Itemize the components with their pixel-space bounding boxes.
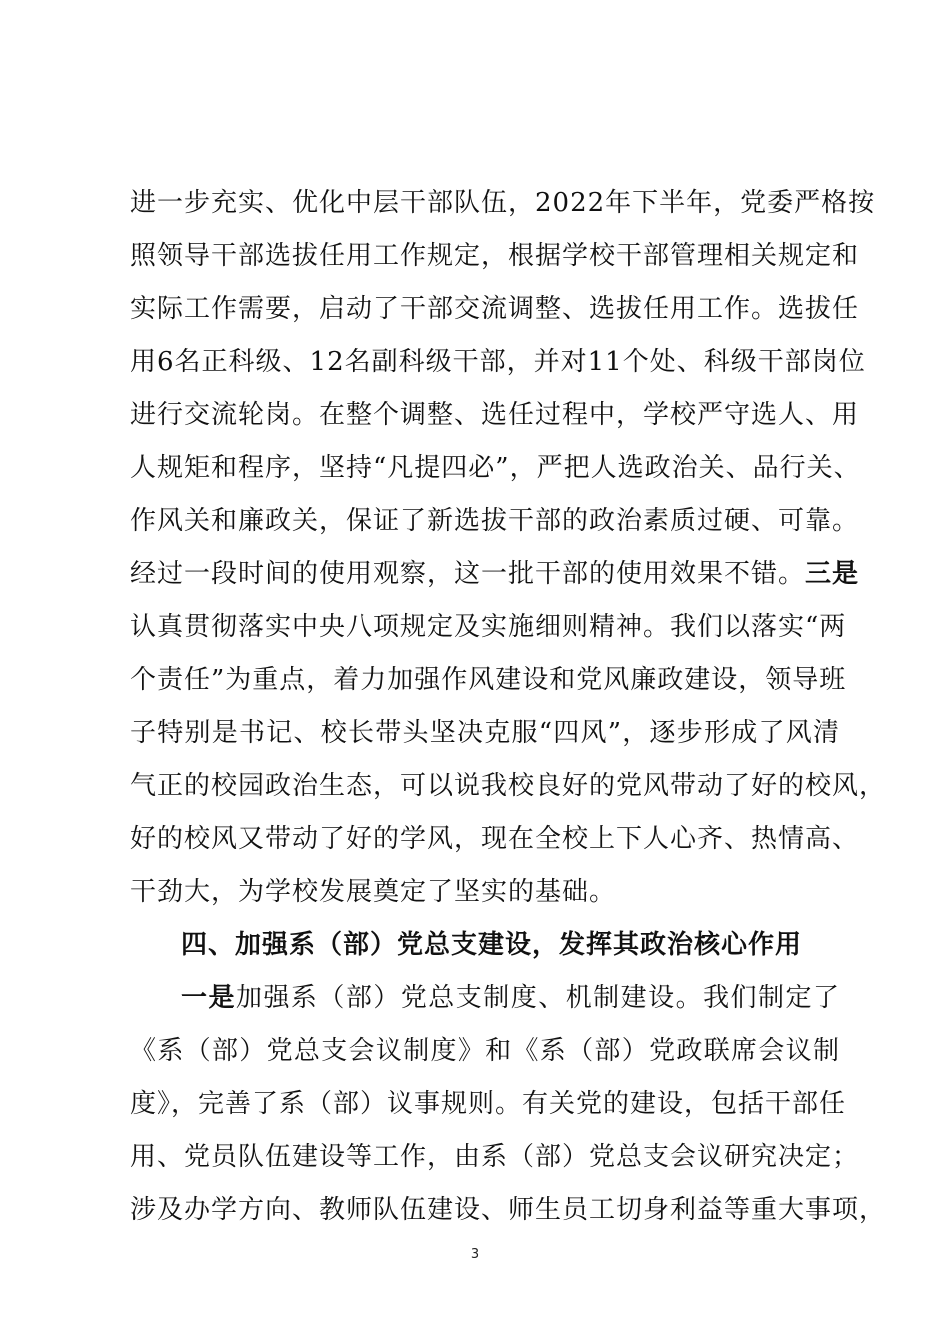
paragraph-line: 照领导干部选拔任用工作规定，根据学校干部管理相关规定和 (130, 241, 860, 271)
paragraph-line-with-bold (181, 978, 840, 1018)
paragraph-line: 子特别是书记、校长带头坚决克服“四风”，逐步形成了风清 (130, 718, 840, 748)
paragraph-line: 气正的校园政治生态，可以说我校良好的党风带动了好的校风， (130, 771, 887, 801)
page-number: 3 (470, 1247, 480, 1262)
paragraph-line: 认真贯彻落实中央八项规定及实施细则精神。我们以落实“两 (130, 612, 847, 642)
paragraph-text: 经过一段时间的使用观察，这一批干部的使用效果不错。 (130, 559, 806, 589)
bold-lead-text: 一是 (181, 983, 236, 1013)
paragraph-line: 干劲大，为学校发展奠定了坚实的基础。 (130, 877, 617, 907)
paragraph-line: 用、党员队伍建设等工作，由系（部）党总支会议研究决定； (130, 1142, 860, 1172)
paragraph-line: 用6名正科级、12名副科级干部，并对11个处、科级干部岗位 (130, 347, 866, 377)
paragraph-text: 加强系（部）党总支制度、机制建设。我们制定了 (235, 983, 840, 1013)
paragraph-line: 好的校风又带动了好的学风，现在全校上下人心齐、热情高、 (130, 824, 860, 854)
paragraph-line: 实际工作需要，启动了干部交流调整、选拔任用工作。选拔任 (130, 294, 860, 324)
paragraph-line-with-bold (130, 554, 860, 594)
paragraph-line: 度》，完善了系（部）议事规则。有关党的建设，包括干部任 (130, 1089, 847, 1119)
paragraph-line: 《系（部）党总支会议制度》和《系（部）党政联席会议制 (130, 1036, 840, 1066)
paragraph-line: 涉及办学方向、教师队伍建设、师生员工切身利益等重大事项， (130, 1195, 887, 1225)
bold-lead-text: 三是 (805, 559, 860, 589)
paragraph-line: 进一步充实、优化中层干部队伍，2022年下半年，党委严格按 (130, 188, 876, 218)
paragraph-line: 人规矩和程序，坚持“凡提四必”，严把人选政治关、品行关、 (130, 453, 861, 483)
paragraph-line: 进行交流轮岗。在整个调整、选任过程中，学校严守选人、用 (130, 400, 860, 430)
paragraph-line: 作风关和廉政关，保证了新选拔干部的政治素质过硬、可靠。 (130, 506, 860, 536)
paragraph-line: 个责任”为重点，着力加强作风建设和党风廉政建设，领导班 (130, 665, 847, 695)
section-heading: 四、加强系（部）党总支建设，发挥其政治核心作用 (181, 930, 803, 960)
